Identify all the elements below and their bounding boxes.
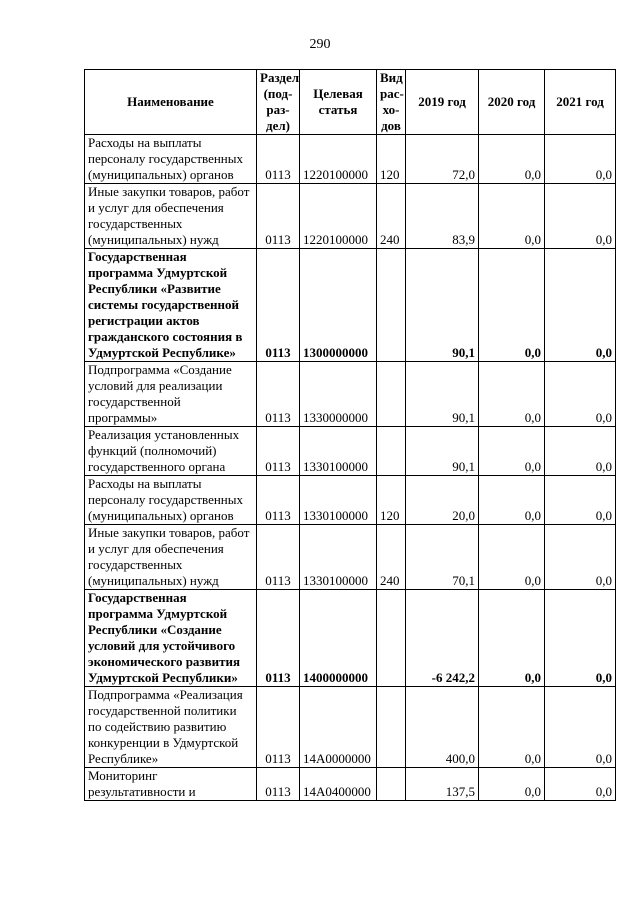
row-name: Государственная программа Удмуртской Республики «Создание условий для устойчивого экономического развития Удмуртской Республики» (85, 590, 257, 687)
row-2021-value: 0,0 (545, 687, 616, 768)
row-section: 0113 (257, 476, 300, 525)
row-2021-value: 0,0 (545, 427, 616, 476)
row-section: 0113 (257, 362, 300, 427)
page-number: 290 (309, 37, 331, 52)
row-2020-value: 0,0 (479, 476, 545, 525)
row-name: Расходы на выплаты персоналу государственных (муниципальных) органов (85, 476, 257, 525)
table-row (85, 525, 616, 590)
table-row (85, 768, 616, 801)
row-target-article: 1330000000 (300, 362, 377, 427)
header-section: Раздел (под-раз-дел) (257, 70, 300, 135)
row-section: 0113 (257, 687, 300, 768)
row-expense-type: 120 (377, 135, 406, 184)
row-target-article: 1330100000 (300, 427, 377, 476)
row-section: 0113 (257, 249, 300, 362)
row-2019-value: 83,9 (406, 184, 479, 249)
row-section: 0113 (257, 184, 300, 249)
row-2020-value: 0,0 (479, 427, 545, 476)
table-row (85, 476, 616, 525)
row-target-article: 1400000000 (300, 590, 377, 687)
table-row (85, 249, 616, 362)
row-section: 0113 (257, 590, 300, 687)
row-target-article: 1220100000 (300, 184, 377, 249)
row-name: Подпрограмма «Создание условий для реализации государственной программы» (85, 362, 257, 427)
row-2019-value: 137,5 (406, 768, 479, 801)
row-name: Расходы на выплаты персоналу государственных (муниципальных) органов (85, 135, 257, 184)
header-expense-type: Вид рас-хо-дов (377, 70, 406, 135)
row-2020-value: 0,0 (479, 135, 545, 184)
budget-table (84, 69, 616, 801)
row-target-article: 1300000000 (300, 249, 377, 362)
row-target-article: 14А0400000 (300, 768, 377, 801)
table-row (85, 590, 616, 687)
row-section: 0113 (257, 768, 300, 801)
row-2020-value: 0,0 (479, 687, 545, 768)
row-expense-type (377, 590, 406, 687)
table-row (85, 362, 616, 427)
table-row (85, 184, 616, 249)
row-name: Иные закупки товаров, работ и услуг для обеспечения государственных (муниципальных) нужд (85, 184, 257, 249)
table-body (85, 135, 616, 801)
header-2021: 2021 год (545, 70, 616, 135)
table-header-row (85, 70, 616, 135)
row-2021-value: 0,0 (545, 184, 616, 249)
row-2020-value: 0,0 (479, 184, 545, 249)
row-2019-value: 20,0 (406, 476, 479, 525)
row-2021-value: 0,0 (545, 362, 616, 427)
row-target-article: 1330100000 (300, 476, 377, 525)
row-target-article: 14А0000000 (300, 687, 377, 768)
row-section: 0113 (257, 427, 300, 476)
table-row (85, 427, 616, 476)
row-2021-value: 0,0 (545, 768, 616, 801)
table-row (85, 135, 616, 184)
row-expense-type: 240 (377, 525, 406, 590)
row-expense-type (377, 362, 406, 427)
row-name: Иные закупки товаров, работ и услуг для обеспечения государственных (муниципальных) нужд (85, 525, 257, 590)
row-expense-type: 120 (377, 476, 406, 525)
row-name: Мониторинг результативности и (85, 768, 257, 801)
row-expense-type (377, 427, 406, 476)
header-target-article: Целевая статья (300, 70, 377, 135)
row-2019-value: 90,1 (406, 362, 479, 427)
row-target-article: 1330100000 (300, 525, 377, 590)
header-2020: 2020 год (479, 70, 545, 135)
row-target-article: 1220100000 (300, 135, 377, 184)
header-2019: 2019 год (406, 70, 479, 135)
row-name: Реализация установленных функций (полномочий) государственного органа (85, 427, 257, 476)
row-2021-value: 0,0 (545, 135, 616, 184)
row-name: Подпрограмма «Реализация государственной политики по содействию развитию конкуренции в Удмуртской Республике» (85, 687, 257, 768)
row-2020-value: 0,0 (479, 362, 545, 427)
row-2019-value: -6 242,2 (406, 590, 479, 687)
row-section: 0113 (257, 525, 300, 590)
header-name: Наименование (85, 70, 257, 135)
row-expense-type: 240 (377, 184, 406, 249)
row-2020-value: 0,0 (479, 590, 545, 687)
row-2021-value: 0,0 (545, 476, 616, 525)
row-expense-type (377, 249, 406, 362)
row-2019-value: 90,1 (406, 249, 479, 362)
row-2020-value: 0,0 (479, 768, 545, 801)
row-2021-value: 0,0 (545, 590, 616, 687)
row-2020-value: 0,0 (479, 249, 545, 362)
row-2019-value: 90,1 (406, 427, 479, 476)
row-name: Государственная программа Удмуртской Республики «Развитие системы государственной регистрации актов гражданского состояния в Удмуртской Республике» (85, 249, 257, 362)
row-2021-value: 0,0 (545, 525, 616, 590)
table-row (85, 687, 616, 768)
row-expense-type (377, 768, 406, 801)
row-2019-value: 70,1 (406, 525, 479, 590)
row-2019-value: 72,0 (406, 135, 479, 184)
row-expense-type (377, 687, 406, 768)
row-2019-value: 400,0 (406, 687, 479, 768)
row-2021-value: 0,0 (545, 249, 616, 362)
row-2020-value: 0,0 (479, 525, 545, 590)
row-section: 0113 (257, 135, 300, 184)
